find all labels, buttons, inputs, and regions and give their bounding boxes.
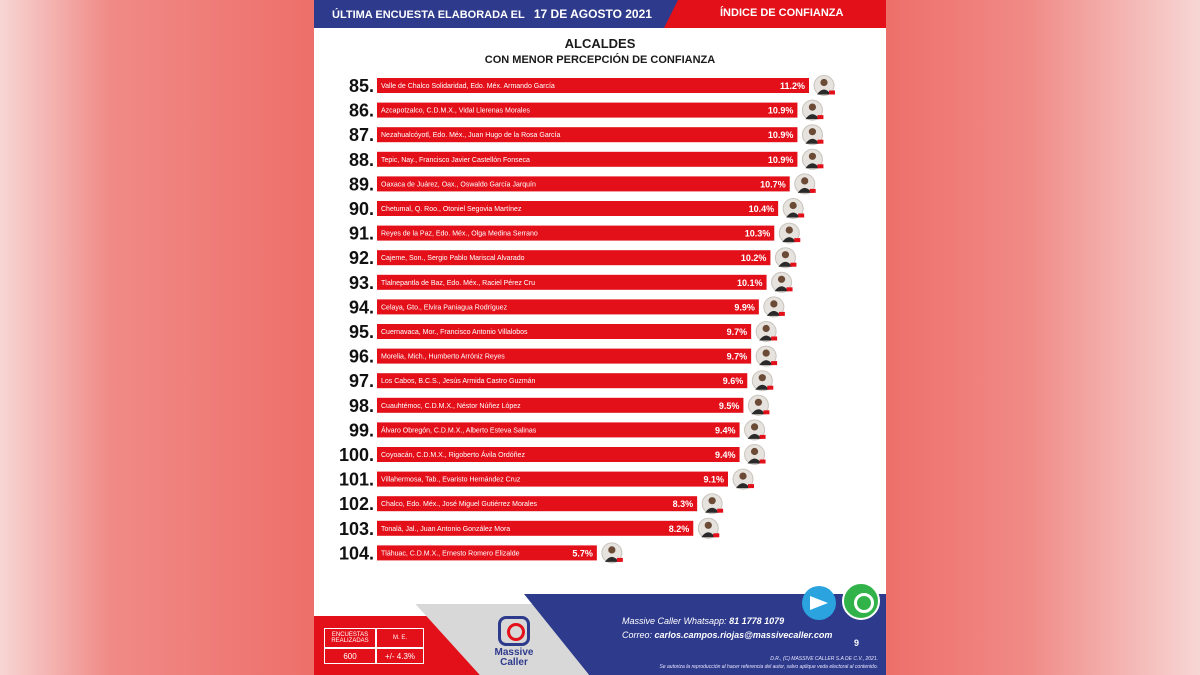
- bar-value: 9.1%: [703, 474, 724, 485]
- bar-value: 10.2%: [740, 253, 767, 264]
- bar-label: Álvaro Obregón, C.D.M.X., Alberto Esteva Salinas: [381, 427, 537, 435]
- party-badge: [817, 164, 823, 168]
- bar-value: 9.7%: [726, 351, 748, 362]
- stats-value-surveys: 600: [324, 648, 376, 664]
- bar-label: Villahermosa, Tab., Evaristo Hernández Cruz: [381, 476, 521, 484]
- party-badge: [763, 410, 769, 414]
- party-badge: [760, 460, 766, 464]
- bar-rank: 100.: [338, 445, 374, 465]
- bar-rank: 103.: [338, 518, 374, 539]
- footer: [314, 594, 886, 675]
- bar-value: 5.7%: [572, 548, 593, 559]
- massive-caller-logo: [486, 616, 542, 672]
- bar-rank: 104.: [338, 543, 374, 564]
- party-badge: [787, 287, 793, 291]
- page-number: 9: [854, 638, 860, 648]
- bar-rank: 90.: [348, 199, 374, 219]
- mayor-photo-head: [763, 350, 770, 357]
- bar-value: 10.1%: [737, 277, 763, 288]
- bar-rank: 85.: [348, 76, 374, 96]
- bar-rank: 99.: [348, 420, 374, 441]
- party-badge: [617, 558, 623, 562]
- party-badge: [767, 386, 773, 390]
- mayor-photo-head: [790, 202, 797, 209]
- bar-value: 10.3%: [744, 228, 771, 239]
- legal-notice: Se autoriza la reproducción al hacer referencia del autor, salvo aplique veda electoral al contenido.: [659, 664, 878, 670]
- mayor-photo-head: [759, 374, 766, 381]
- party-badge: [798, 214, 804, 218]
- background-left: [0, 0, 314, 675]
- whatsapp-contact: Massive Caller Whatsapp: 81 1778 1079: [622, 616, 785, 626]
- bar-value: 10.4%: [748, 204, 775, 214]
- bar-rank: 86.: [348, 100, 374, 121]
- mayor-photo-head: [755, 399, 762, 406]
- header-date: 17 DE AGOSTO 2021: [533, 7, 652, 21]
- mayor-photo-head: [751, 448, 758, 455]
- stats-header-surveys: ENCUESTAS REALIZADAS: [324, 628, 376, 648]
- bar-label: Chetumal, Q. Roo., Otoniel Segovia Martínez: [381, 206, 522, 213]
- bar-label: Tonalá, Jal., Juan Antonio González Mora: [381, 525, 511, 533]
- party-badge: [810, 189, 816, 193]
- bar-rank: 89.: [348, 174, 374, 195]
- bar-value: 9.4%: [715, 450, 736, 460]
- mayor-photo-head: [705, 522, 712, 529]
- bar-label: Oaxaca de Juárez, Oax., Oswaldo García Jarquín: [381, 181, 536, 189]
- mayor-photo-head: [809, 104, 816, 111]
- bar-label: Chalco, Edo. Méx., José Miguel Gutiérrez Morales: [381, 501, 538, 509]
- bar-rank: 94.: [348, 297, 374, 318]
- bar-value: 9.6%: [722, 376, 744, 387]
- bar-value: 9.7%: [726, 327, 748, 337]
- bar-value: 9.9%: [734, 302, 755, 313]
- bar-label: Tepic, Nay., Francisco Javier Castellón Fonseca: [381, 156, 530, 164]
- bar-chart: [314, 0, 886, 590]
- bar-rank: 95.: [348, 322, 374, 342]
- bar-rank: 98.: [348, 395, 374, 416]
- bar-label: Reyes de la Paz, Edo. Méx., Olga Medina Serrano: [381, 230, 538, 238]
- bar-value: 11.2%: [779, 81, 805, 91]
- bar-label: Celaya, Gto., Elvira Paniagua Rodríguez: [381, 304, 508, 312]
- bar-value: 8.3%: [672, 499, 694, 510]
- mayor-photo-head: [801, 177, 808, 184]
- party-badge: [829, 91, 835, 95]
- party-badge: [748, 484, 754, 488]
- bar-label: Cuauhtémoc, C.D.M.X., Néstor Núñez López: [381, 402, 521, 410]
- party-badge: [771, 337, 777, 341]
- whatsapp-number[interactable]: 81 1778 1079: [729, 616, 785, 626]
- bar-rank: 101.: [338, 469, 374, 490]
- infographic-card: [314, 0, 886, 675]
- bar-value: 9.5%: [718, 400, 740, 411]
- mayor-photo-head: [608, 546, 615, 553]
- mayor-photo-head: [763, 325, 770, 332]
- bar-rank: 93.: [348, 272, 374, 293]
- bar-value: 10.9%: [767, 154, 794, 165]
- bar-rank: 92.: [348, 248, 374, 269]
- mayor-photo-head: [782, 251, 789, 258]
- mayor-photo-head: [820, 79, 827, 86]
- party-badge: [790, 263, 796, 267]
- bar-label: Cuernavaca, Mor., Francisco Antonio Villalobos: [381, 329, 528, 336]
- survey-stats-table: [324, 628, 424, 668]
- bar-value: 8.2%: [668, 523, 690, 534]
- header-index-title: ÍNDICE DE CONFIANZA: [720, 7, 844, 19]
- bar-value: 10.9%: [767, 105, 794, 116]
- mayor-photo-head: [786, 227, 793, 234]
- stats-header-margin: M. E.: [376, 628, 424, 648]
- bar-value: 10.9%: [767, 130, 794, 141]
- bar-label: Los Cabos, B.C.S., Jesús Armida Castro Guzmán: [381, 378, 536, 386]
- party-badge: [713, 533, 719, 537]
- bar-value: 9.4%: [715, 425, 736, 436]
- mayor-photo-head: [770, 300, 777, 307]
- header-survey-label: ÚLTIMA ENCUESTA ELABORADA EL 17 DE AGOSTO 2021: [332, 7, 652, 21]
- mayor-photo-head: [809, 128, 816, 135]
- party-badge: [717, 509, 723, 513]
- bar-rank: 96.: [348, 346, 374, 367]
- telegram-icon[interactable]: [802, 586, 836, 620]
- bar-label: Morelia, Mich., Humberto Arróniz Reyes: [381, 353, 505, 361]
- logo-text: Massive Caller: [494, 647, 534, 668]
- stats-value-margin: +/- 4.3%: [376, 648, 424, 664]
- bar-label: Tláhuac, C.D.M.X., Ernesto Romero Elizalde: [381, 550, 520, 558]
- party-badge: [794, 238, 800, 242]
- chart-subtitle: CON MENOR PERCEPCIÓN DE CONFIANZA: [484, 54, 716, 66]
- bar-rank: 97.: [348, 371, 374, 392]
- bar-rank: 88.: [348, 149, 374, 170]
- email-contact: Correo: carlos.campos.riojas@massivecaller.com: [622, 630, 833, 640]
- bar-rank: 87.: [348, 125, 374, 146]
- party-badge: [760, 435, 766, 439]
- party-badge: [817, 140, 823, 144]
- background-right: [886, 0, 1200, 675]
- mayor-photo-head: [809, 153, 816, 160]
- bar-label: Cajeme, Son., Sergio Pablo Mariscal Alvarado: [381, 255, 525, 263]
- party-badge: [771, 361, 777, 365]
- bar-label: Tlalnepantla de Baz, Edo. Méx., Raciel Pérez Cru: [381, 279, 536, 287]
- bar-label: Coyoacán, C.D.M.X., Rigoberto Ávila Ordóñez: [381, 452, 525, 459]
- mayor-photo-head: [778, 276, 785, 283]
- mayor-photo-head: [739, 473, 746, 480]
- party-badge: [779, 312, 785, 316]
- mayor-photo-head: [709, 497, 716, 504]
- mayor-photo-head: [751, 423, 758, 430]
- logo-mark-icon: [498, 616, 530, 646]
- bar-rank: 91.: [348, 223, 374, 244]
- bar-label: Valle de Chalco Solidaridad, Edo. Méx. Armando García: [381, 83, 555, 90]
- email-link[interactable]: carlos.campos.riojas@massivecaller.com: [654, 630, 833, 640]
- bar-label: Nezahualcóyotl, Edo. Méx., Juan Hugo de la Rosa García: [381, 132, 561, 140]
- bar-value: 10.7%: [760, 179, 786, 190]
- chart-title: ALCALDES: [564, 36, 636, 51]
- party-badge: [817, 115, 823, 119]
- legal-copyright: D.R., (C) MASSIVE CALLER S.A DE C.V., 2021.: [770, 656, 878, 662]
- whatsapp-icon[interactable]: [842, 582, 880, 620]
- bar-label: Azcapotzalco, C.D.M.X., Vidal Llerenas Morales: [381, 107, 530, 115]
- bar-rank: 102.: [338, 494, 374, 515]
